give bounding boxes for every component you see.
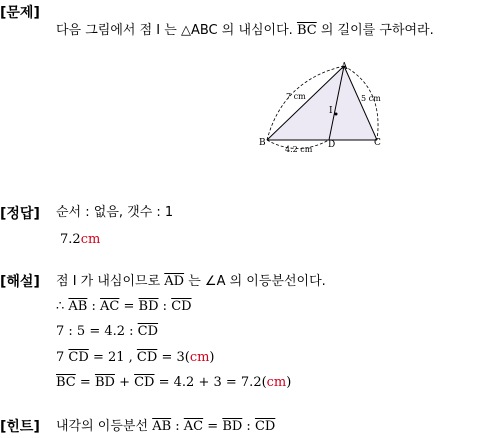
seg-ac: $\overline{AC}$ [100,299,120,314]
seg-cd-3: $\overline{CD}$ [137,324,159,339]
therefore-symbol: ∴ [56,299,65,314]
explanation-line-3 [56,323,158,341]
seg-bd: $\overline{BD}$ [138,299,159,314]
expl5-unit: cm [266,375,287,390]
explanation-line-4 [56,349,215,367]
seg-ab: $\overline{AB}$ [68,299,88,314]
vertex-c-label: C [374,138,381,148]
seg-cd-4a: $\overline{CD}$ [68,350,89,365]
expl3-pre: 7 : 5 = 4.2 : [56,324,134,339]
incenter-point [335,113,338,116]
vertex-a-label: A [341,62,348,72]
expl1-pre: 점 I 가 내심이므로 [56,274,161,289]
explanation-label: [해설] [0,274,40,290]
problem-text-post: 의 길이를 구하여라. [320,23,434,38]
expl5-eq1: = [79,375,91,390]
problem-label: [문제] [0,5,40,21]
explanation-line-5 [56,374,291,392]
explanation-line-2: ∴ $\overline{AB}$ : $\overline{AC} = \overline{BD}$ : $\overline{CD}$ [56,299,192,314]
hint-seg-ab: $\overline{AB}$ [152,419,172,434]
length-ac-label: 5 cm [361,94,381,103]
answer-meta: 순서 : 없음, 갯수 : 1 [56,205,174,220]
expl5-close: ) [286,375,292,390]
hint-seg-bd: $\overline{BD}$ [222,419,243,434]
expl4-pre: 7 [56,350,65,365]
hint-pre: 내각의 이등분선 [56,419,149,434]
hint-seg-ac: $\overline{AC}$ [183,419,204,434]
expl4-unit: cm [189,350,210,365]
segment-ad: $\overline{AD}$ [164,274,185,289]
seg-cd-5: $\overline{CD}$ [134,375,155,390]
expl4-close: ) [209,350,215,365]
problem-text-pre: 다음 그림에서 점 I 는 △ABC 의 내심이다. [56,23,293,38]
hint-line: 내각의 이등분선 $\overline{AB}$ : $\overline{AC} = \overline{BD}$ : $\overline{CD}$ [56,419,276,434]
hint-seg-cd: $\overline{CD}$ [254,419,276,434]
seg-cd-4b: $\overline{CD}$ [136,350,158,365]
seg-cd: $\overline{CD}$ [171,299,192,314]
expl1-mid: 는 ∠A 의 이등분선이다. [188,274,326,289]
seg-bd-5: $\overline{BD}$ [94,375,115,390]
hint-label: [힌트] [0,419,40,435]
answer-unit: cm [80,232,101,247]
expl5-eq2: = 4.2 + 3 = 7.2( [158,375,267,390]
answer-label: [정답] [0,206,40,222]
answer-value-line [60,231,100,249]
expl4-eq: = 3( [161,350,190,365]
segment-bc: $\overline{BC}$ [296,23,317,38]
vertex-d-label: D [328,140,336,150]
incenter-label: I [329,106,333,116]
expl5-plus: + [119,375,130,390]
vertex-b-label: B [259,138,266,148]
length-bd-label: 4.2 cm [285,145,313,154]
explanation-line-1 [56,273,326,291]
length-ab-label: 7 cm [286,92,306,101]
expl4-mid: = 21 , [92,350,133,365]
seg-bc-5: $\overline{BC}$ [56,375,76,390]
answer-value: 7.2 [60,232,81,247]
